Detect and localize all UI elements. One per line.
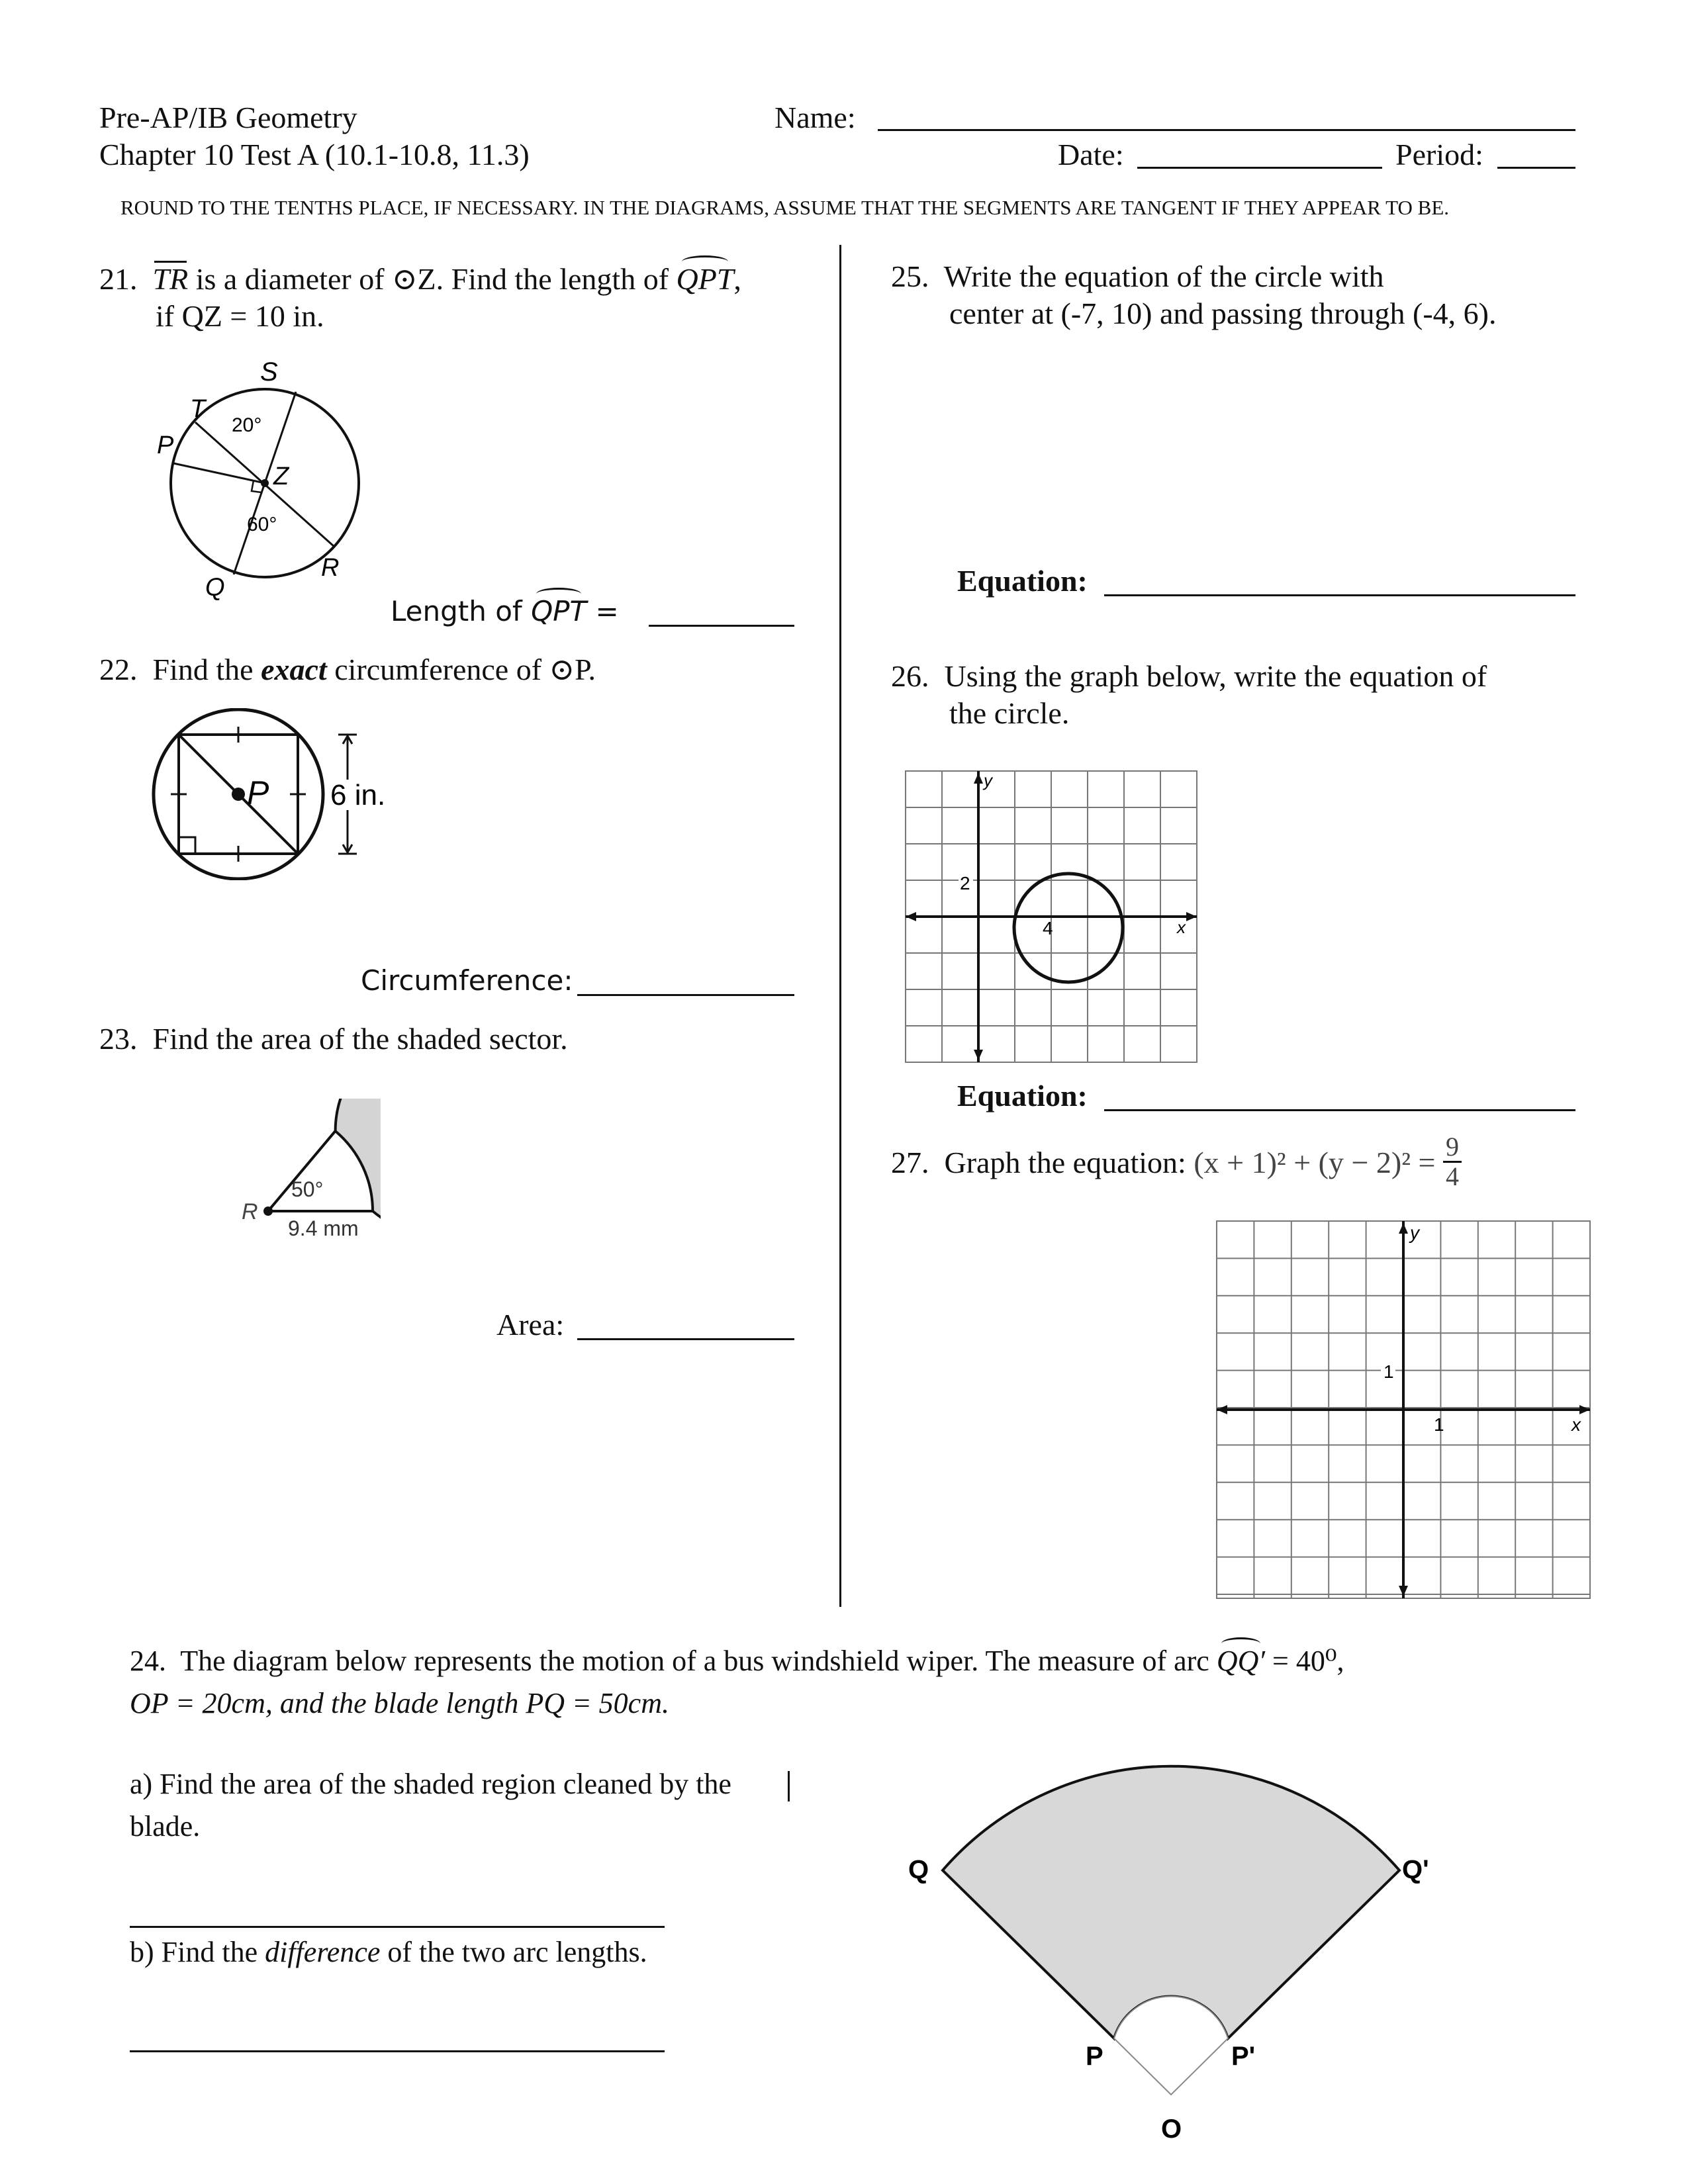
q22-label-p: P	[247, 774, 269, 811]
q23-label-r: R	[242, 1199, 258, 1224]
q24a-answer-field[interactable]	[130, 1926, 665, 1928]
q25-number: 25.	[891, 259, 929, 293]
q27-x-label: x	[1571, 1414, 1581, 1435]
q26-line2: the circle.	[949, 696, 1070, 730]
q22-exact: exact	[261, 653, 327, 686]
q23-answer-label: Area:	[496, 1308, 565, 1342]
q27-arrow-up-icon	[1399, 1223, 1408, 1234]
q26-graph	[900, 768, 1205, 1066]
q22-number: 22.	[99, 653, 138, 686]
q26-arrow-up-icon	[974, 773, 983, 784]
q26-y-label: y	[984, 770, 992, 790]
q22-diagram	[142, 708, 407, 880]
q25-line2: center at (-7, 10) and passing through (-4, 6).	[949, 296, 1497, 330]
q24-label-q: Q	[908, 1855, 929, 1884]
q21-text2: ,	[733, 262, 741, 296]
q23-number: 23.	[99, 1022, 138, 1056]
q21-label-z: Z	[273, 463, 289, 490]
q21-segment: TR	[152, 262, 189, 296]
q26-circle	[1014, 874, 1123, 982]
q21-label-t: T	[190, 395, 206, 423]
instructions: ROUND TO THE TENTHS PLACE, IF NECESSARY. IN THE DIAGRAMS, ASSUME THAT THE SEGMENTS ARE TANGENT IF THEY APPEAR TO BE.	[120, 196, 1450, 219]
q24-label-qprime: Q'	[1402, 1855, 1429, 1884]
q24b-text2: of the two arc lengths.	[380, 1936, 647, 1968]
test-title: Chapter 10 Test A (10.1-10.8, 11.3)	[99, 138, 530, 171]
text-cursor	[788, 1771, 790, 1801]
q24-arc: QQ′	[1216, 1645, 1266, 1677]
q22-text2: circumference of ⊙P.	[326, 653, 596, 686]
q24-label-pprime: P'	[1231, 2042, 1256, 2071]
q27-line	[891, 1132, 1462, 1195]
q21-label-q: Q	[205, 574, 225, 602]
q21-line2: if QZ = 10 in.	[156, 299, 324, 333]
q21-answer-eq: =	[595, 595, 619, 627]
q26-arrow-down-icon	[974, 1050, 983, 1060]
q23-center-dot	[263, 1206, 273, 1216]
q26-tick-y: 2	[960, 873, 970, 893]
q24-number: 24.	[130, 1645, 166, 1677]
q22-line	[99, 653, 596, 687]
q24-text1b: = 40⁰,	[1265, 1645, 1344, 1677]
q26-arrow-left-icon	[906, 912, 916, 921]
q22-dimension-label: 6 in.	[330, 779, 386, 811]
q21-label-r: R	[321, 554, 340, 582]
q24-line1	[130, 1644, 1344, 1678]
q23-text: Find the area of the shaded sector.	[152, 1022, 568, 1056]
period-label: Period:	[1395, 138, 1483, 171]
q21-answer-field[interactable]	[649, 625, 794, 627]
q21-diagram	[142, 351, 381, 602]
q23-diagram	[156, 1099, 381, 1324]
q23-line	[99, 1022, 568, 1056]
q27-arrow-left-icon	[1217, 1405, 1227, 1414]
q27-tick-y: 1	[1383, 1361, 1394, 1382]
q26-answer-field[interactable]	[1104, 1109, 1575, 1111]
q21-label-s: S	[260, 357, 278, 387]
q24b-text1: b) Find the	[130, 1936, 265, 1968]
q27-fraction-numerator: 9	[1443, 1133, 1462, 1163]
q27-number: 27.	[891, 1146, 929, 1180]
q25-line1	[891, 259, 1384, 294]
column-divider	[839, 245, 841, 1607]
q24-label-p: P	[1086, 2042, 1103, 2071]
q22-answer-field[interactable]	[577, 994, 794, 996]
q21-text: is a diameter of ⊙Z. Find the length of	[188, 262, 677, 296]
period-field[interactable]	[1497, 167, 1575, 169]
q25-answer-label: Equation:	[957, 564, 1088, 598]
q24-line2: OP = 20cm, and the blade length PQ = 50cm.	[130, 1687, 669, 1719]
date-label: Date:	[1058, 138, 1124, 171]
q26-text1: Using the graph below, write the equation of	[944, 659, 1487, 693]
q24-label-o: O	[1161, 2115, 1182, 2144]
q24-diagram	[887, 1747, 1483, 2171]
q24b-difference: difference	[265, 1936, 381, 1968]
q26-number: 26.	[891, 659, 929, 693]
q27-fraction-denominator: 4	[1445, 1161, 1459, 1191]
q23-answer-field[interactable]	[577, 1338, 794, 1340]
q27-text: Graph the equation:	[944, 1146, 1186, 1180]
course-title: Pre-AP/IB Geometry	[99, 101, 357, 134]
q22-text: Find the	[152, 653, 261, 686]
q27-equation: (x + 1)² + (y − 2)² =	[1194, 1146, 1436, 1180]
q21-arc: QPT	[676, 262, 734, 296]
date-field[interactable]	[1137, 167, 1382, 169]
name-field[interactable]	[878, 129, 1575, 131]
q24b-line	[130, 1935, 647, 1970]
q21-angle-20: 20°	[232, 414, 262, 436]
q24-text1: The diagram below represents the motion of a bus windshield wiper. The measure of arc	[180, 1645, 1209, 1677]
q24-inner-sector	[1114, 1997, 1228, 2095]
q21-number: 21.	[99, 262, 138, 296]
q25-answer-field[interactable]	[1104, 594, 1575, 596]
q25-text1: Write the equation of the circle with	[943, 259, 1384, 293]
q27-fraction	[1443, 1133, 1462, 1191]
q22-right-angle-mark	[179, 837, 195, 854]
q27-tick-x: 1	[1434, 1414, 1444, 1435]
q26-x-label: x	[1177, 917, 1186, 937]
q24a-line1: a) Find the area of the shaded region cleaned by the	[130, 1768, 731, 1800]
q21-angle-60: 60°	[247, 514, 277, 535]
q21-answer-arc: QPT	[531, 595, 587, 627]
q27-graph	[1211, 1218, 1595, 1605]
q26-arrow-right-icon	[1186, 912, 1197, 921]
q26-tick-x: 4	[1043, 918, 1053, 938]
q22-center-dot	[232, 788, 245, 801]
name-label: Name:	[774, 101, 856, 134]
q23-angle-label: 50°	[291, 1177, 324, 1201]
q27-arrow-right-icon	[1579, 1405, 1590, 1414]
q21-answer	[391, 594, 619, 629]
q21-answer-label: Length of	[391, 595, 522, 627]
q24a-line2: blade.	[130, 1810, 201, 1843]
q22-answer-label: Circumference:	[361, 964, 573, 997]
q21-label-p: P	[157, 432, 174, 459]
q24b-answer-field[interactable]	[130, 2050, 665, 2052]
q27-y-label: y	[1410, 1222, 1419, 1243]
q23-radius-label: 9.4 mm	[288, 1216, 359, 1240]
q26-line1	[891, 659, 1487, 694]
q26-answer-label: Equation:	[957, 1079, 1088, 1113]
q21-line1	[99, 262, 741, 296]
q21-center-dot	[261, 479, 269, 487]
